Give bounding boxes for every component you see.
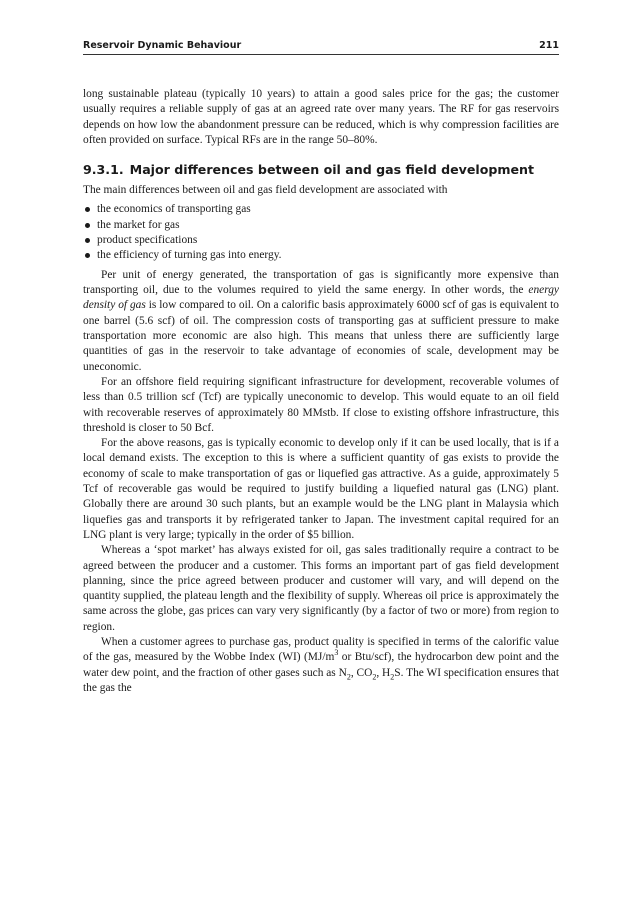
paragraph-spot-market: Whereas a ‘spot market’ has always existed for oil, gas sales traditionally require a contract to be agreed between the producer and a customer. This forms an important part of gas field development planning, since the price agreed between producer and customer will vary, and will depend on the quantity supplied, the plateau length and the flexibility of supply. Whereas oil price is approximately the same across the globe, gas prices can vary very significantly (by a factor of two or more) from region to region. [83,544,559,633]
text-run: , H [376,666,391,679]
emphasis-term: energy density of gas [83,284,559,312]
paragraph-offshore: For an offshore field requiring significant infrastructure for development, recoverable volumes of less than 0.5 trillion scf (Tcf) are typically uneconomic to develop. This would equate to an oil field with recoverable reserves of approximately 80 MMstb. If close to existing offshore infrastructure, this threshold is closer to 50 Bcf. [83,375,559,434]
section-title: Major differences between oil and gas field development [129,162,535,178]
text-run: , CO [350,666,373,679]
paragraph-energy-density [83,268,559,375]
running-title: Reservoir Dynamic Behaviour [83,40,242,51]
section-heading [83,162,559,177]
bullet-item [83,202,559,217]
subscript: 2 [390,671,395,681]
text-run: Per unit of energy generated, the transportation of gas is significantly more expensive than transporting oil, due to the volumes required to yield the same energy. In other words, the [83,268,559,297]
text-run: S. The WI specification ensures that the gas the [83,666,560,694]
bullet-list [83,202,559,262]
subscript: 2 [372,671,377,681]
superscript: 3 [334,648,339,658]
paragraph-lng: For the above reasons, gas is typically economic to develop only if it can be used locally, that is if a local demand exists. The exception to this is where a sufficient quantity of gas exists to provide the economy of scale to make transportation of gas or liquefied gas attractive. As a guide, approximately 5 Tcf of recoverable gas would be required to justify building a liquefied natural gas (LNG) plant. Globally there are around 30 such plants, but an example would be the LNG plant in Malaysia which liquefies gas and transports it by refrigerated tanker to Japan. The investment capital required for an LNG plant is very large; typically in the order of $5 billion. [83,437,559,541]
running-header [83,40,559,55]
text-run: or Btu/scf), the hydrocarbon dew point and the water dew point, and the fraction of other gases such as N [83,651,559,679]
page-number: 211 [539,40,559,51]
bullet-icon [85,238,90,243]
section-number: 9.3.1. [83,162,124,178]
bullet-icon [85,207,90,212]
bullet-text: the market for gas [97,218,180,231]
subscript: 2 [346,671,351,681]
text-run: When a customer agrees to purchase gas, product quality is specified in terms of the calorific value of the gas, measured by the Wobbe Index (WI) (MJ/m [83,635,559,664]
bullet-text: product specifications [97,233,198,246]
bullet-item [83,218,559,233]
paragraph-intro: long sustainable plateau (typically 10 years) to attain a good sales price for the gas; the customer usually requires a reliable supply of gas at an agreed rate over many years. The RF for gas reservoirs depends on how low the abandonment pressure can be reduced, which is why compression facilities are often provided on surface. Typical RFs are in the range 50–80%. [83,88,559,146]
bullet-icon [85,223,90,228]
text-run: is low compared to oil. On a calorific basis approximately 6000 scf of gas is equivalent to one barrel (5.6 scf) of oil. The compression costs of transporting gas at sufficient pressure to make transportation more economic are also high. This means that unless there are sufficiently large quantities of gas in the reservoir to take advantage of economies of scale, development may be uneconomic. [83,299,559,373]
page [83,40,559,696]
bullet-item [83,248,559,263]
bullet-text: the efficiency of turning gas into energy. [97,248,282,261]
bullet-item [83,233,559,248]
bullet-icon [85,253,90,258]
bullet-text: the economics of transporting gas [97,203,251,216]
paragraph-product-quality [83,635,559,696]
lead-in-sentence: The main differences between oil and gas field development are associated with [83,184,448,197]
